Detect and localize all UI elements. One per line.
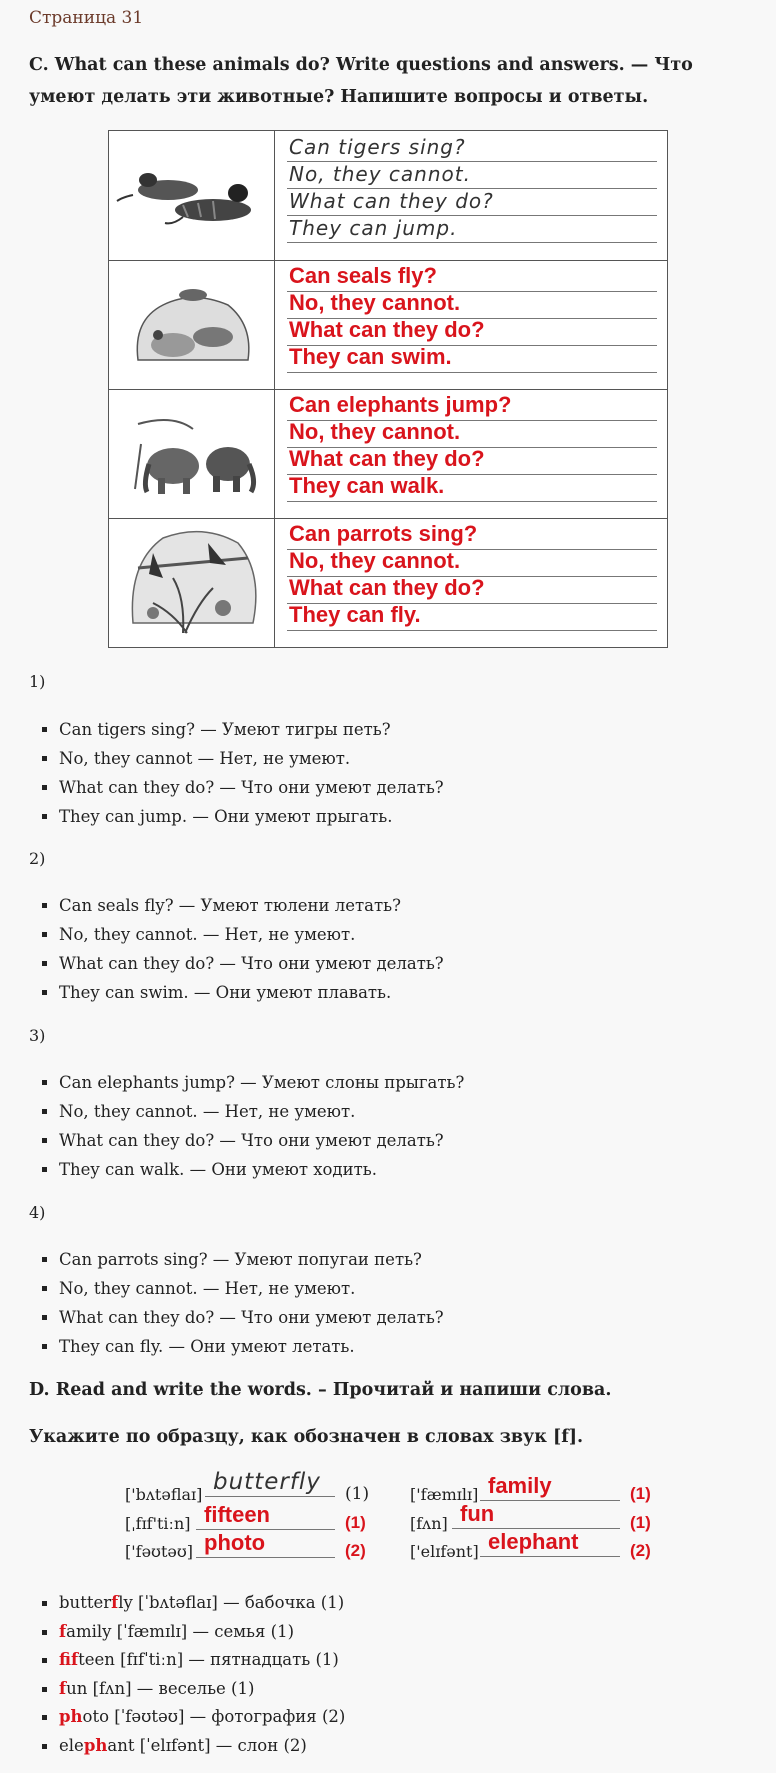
exercise-c-heading: C. What can these animals do? Write questions and answers. — Что умеют делать эти животные? Напишите вопросы и ответы. — [29, 55, 693, 107]
answer-number: 2) — [29, 849, 46, 868]
worksheet-line: Can tigers sing? — [289, 135, 466, 159]
list-item: Can tigers sing? — Умеют тигры петь? — [29, 715, 444, 744]
sound-count: (1) — [345, 1484, 370, 1504]
ipa-transcription: [ˌfɪf'tiːn] — [125, 1514, 191, 1533]
tigers-picture — [113, 135, 269, 255]
ipa-transcription: ['fæmɪlɪ] — [410, 1485, 479, 1504]
seals-picture — [113, 265, 269, 385]
answer-word: fifteen — [204, 1502, 270, 1527]
sound-count: (2) — [345, 1541, 366, 1560]
exercise-d-hint: Укажите по образцу, как обозначен в словах звук [f]. — [29, 1427, 584, 1447]
answer-word: butterfly — [213, 1469, 321, 1495]
worksheet-row — [109, 260, 667, 390]
worksheet-line: No, they cannot. — [289, 548, 461, 573]
worksheet-line: No, they cannot. — [289, 162, 471, 186]
list-item: family [ˈfæmɪlɪ] — семья (1) — [29, 1618, 345, 1647]
answer-list — [29, 715, 444, 831]
sound-count: (1) — [630, 1513, 651, 1532]
worksheet-line: Can seals fly? — [289, 263, 437, 288]
list-item: fifteen [fɪfˈtiːn] — пятнадцать (1) — [29, 1646, 345, 1675]
list-item: Can parrots sing? — Умеют попугаи петь? — [29, 1245, 444, 1274]
list-item: They can walk. — Они умеют ходить. — [29, 1155, 464, 1184]
sound-count: (1) — [630, 1484, 651, 1503]
worksheet-line: What can they do? — [289, 575, 485, 600]
worksheet-line: Can elephants jump? — [289, 392, 512, 417]
page-number-label: Страница 31 — [29, 8, 144, 28]
ipa-transcription: ['elɪfənt] — [410, 1542, 479, 1561]
worksheet-line: What can they do? — [289, 317, 485, 342]
answer-number: 1) — [29, 672, 46, 691]
answer-word: elephant — [488, 1529, 579, 1554]
list-item: What can they do? — Что они умеют делать? — [29, 1126, 464, 1155]
parrots-picture — [113, 523, 269, 643]
answer-word: family — [488, 1473, 552, 1498]
answer-list — [29, 1068, 464, 1184]
list-item: They can jump. — Они умеют прыгать. — [29, 802, 444, 831]
list-item: What can they do? — Что они умеют делать? — [29, 949, 444, 978]
exercise-d-heading: D. Read and write the words. – Прочитай и напиши слова. — [29, 1380, 612, 1400]
answer-word: photo — [204, 1530, 266, 1555]
worksheet-line: What can they do? — [289, 446, 485, 471]
worksheet-table — [108, 130, 668, 648]
worksheet-line: No, they cannot. — [289, 419, 461, 444]
list-item: No, they cannot — Нет, не умеют. — [29, 744, 444, 773]
worksheet-row — [109, 518, 667, 648]
list-item: They can fly. — Они умеют летать. — [29, 1332, 444, 1361]
word-list — [29, 1589, 345, 1760]
worksheet-row — [109, 389, 667, 519]
worksheet-line: They can walk. — [289, 473, 445, 498]
worksheet-line: They can fly. — [289, 602, 421, 627]
answer-number: 4) — [29, 1203, 46, 1222]
list-item: Can seals fly? — Умеют тюлени летать? — [29, 891, 444, 920]
answer-word: fun — [460, 1501, 495, 1526]
list-item: No, they cannot. — Нет, не умеют. — [29, 920, 444, 949]
list-item: photo [ˈfəʊtəʊ] — фотография (2) — [29, 1703, 345, 1732]
answer-list — [29, 1245, 444, 1361]
list-item: No, they cannot. — Нет, не умеют. — [29, 1097, 464, 1126]
list-item: What can they do? — Что они умеют делать? — [29, 1303, 444, 1332]
list-item: They can swim. — Они умеют плавать. — [29, 978, 444, 1007]
worksheet-line: Can parrots sing? — [289, 521, 478, 546]
list-item: What can they do? — Что они умеют делать? — [29, 773, 444, 802]
answer-list — [29, 891, 444, 1007]
ipa-transcription: ['fəʊtəʊ] — [125, 1542, 194, 1561]
answer-number: 3) — [29, 1026, 46, 1045]
list-item: No, they cannot. — Нет, не умеют. — [29, 1274, 444, 1303]
worksheet-line: They can swim. — [289, 344, 452, 369]
worksheet-line: No, they cannot. — [289, 290, 461, 315]
elephants-picture — [113, 394, 269, 514]
sound-count: (1) — [345, 1513, 366, 1532]
worksheet-row — [109, 131, 667, 260]
ipa-transcription: [fʌn] — [410, 1514, 448, 1533]
list-item: Can elephants jump? — Умеют слоны прыгать? — [29, 1068, 464, 1097]
sound-count: (2) — [630, 1541, 651, 1560]
list-item: butterfly [ˈbʌtəflaɪ] — бабочка (1) — [29, 1589, 345, 1618]
worksheet-line: What can they do? — [289, 189, 494, 213]
list-item: elephant [ˈelɪfənt] — слон (2) — [29, 1732, 345, 1761]
ipa-transcription: ['bʌtəflaɪ] — [125, 1485, 203, 1504]
list-item: fun [fʌn] — веселье (1) — [29, 1675, 345, 1704]
worksheet-line: They can jump. — [289, 216, 458, 240]
